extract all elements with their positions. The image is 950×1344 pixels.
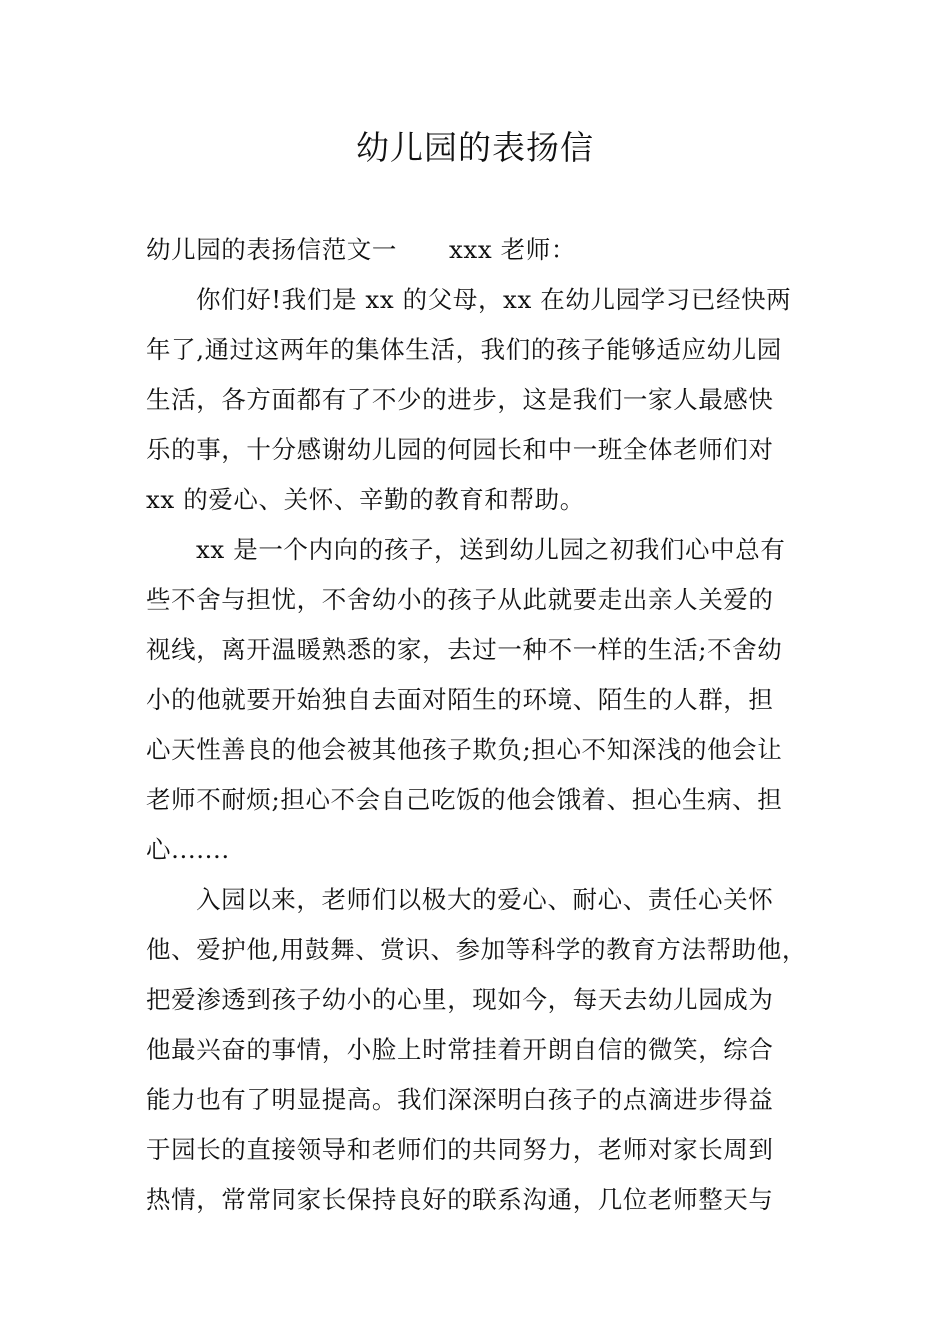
salutation: xxx 老师： (449, 235, 576, 264)
paragraph-1 (146, 275, 826, 525)
text-line: 乐的事，十分感谢幼儿园的何园长和中一班全体老师们对 (146, 435, 774, 464)
text-line: 他最兴奋的事情，小脸上时常挂着开朗自信的微笑，综合 (146, 1035, 774, 1064)
document-title: 幼儿园的表扬信 (356, 128, 594, 167)
text-line: 热情，常常同家长保持良好的联系沟通，几位老师整天与 (146, 1185, 774, 1214)
paragraph-3 (146, 875, 826, 1225)
text-line: xx 的爱心、关怀、辛勤的教育和帮助。 (146, 485, 585, 514)
text-line: 能力也有了明显提高。我们深深明白孩子的点滴进步得益 (146, 1085, 774, 1114)
text-line: 心....... (146, 835, 230, 864)
document-subtitle: 幼儿园的表扬信范文一 (146, 235, 397, 264)
text-line: 于园长的直接领导和老师们的共同努力，老师对家长周到 (146, 1135, 774, 1164)
text-line: 你们好!我们是 xx 的父母，xx 在幼儿园学习已经快两 (196, 285, 792, 314)
text-line: 入园以来，老师们以极大的爱心、耐心、责任心关怀 (196, 885, 774, 914)
text-line: 小的他就要开始独自去面对陌生的环境、陌生的人群，担 (146, 685, 774, 714)
text-line: 老师不耐烦;担心不会自己吃饭的他会饿着、担心生病、担 (146, 785, 783, 814)
text-line: 他、爱护他,用鼓舞、赏识、参加等科学的教育方法帮助他， (146, 935, 807, 964)
text-line: 把爱渗透到孩子幼小的心里，现如今，每天去幼儿园成为 (146, 985, 774, 1014)
text-line: 些不舍与担忧，不舍幼小的孩子从此就要走出亲人关爱的 (146, 585, 774, 614)
text-line: 生活，各方面都有了不少的进步，这是我们一家人最感快 (146, 385, 774, 414)
text-line: 年了,通过这两年的集体生活，我们的孩子能够适应幼儿园 (146, 335, 782, 364)
paragraph-2 (146, 525, 826, 875)
text-line: 心天性善良的他会被其他孩子欺负;担心不知深浅的他会让 (146, 735, 783, 764)
text-line: 视线，离开温暖熟悉的家，去过一种不一样的生活;不舍幼 (146, 635, 783, 664)
heading-line (146, 225, 826, 275)
letter-body (146, 225, 826, 1225)
text-line: xx 是一个内向的孩子，送到幼儿园之初我们心中总有 (196, 535, 786, 564)
